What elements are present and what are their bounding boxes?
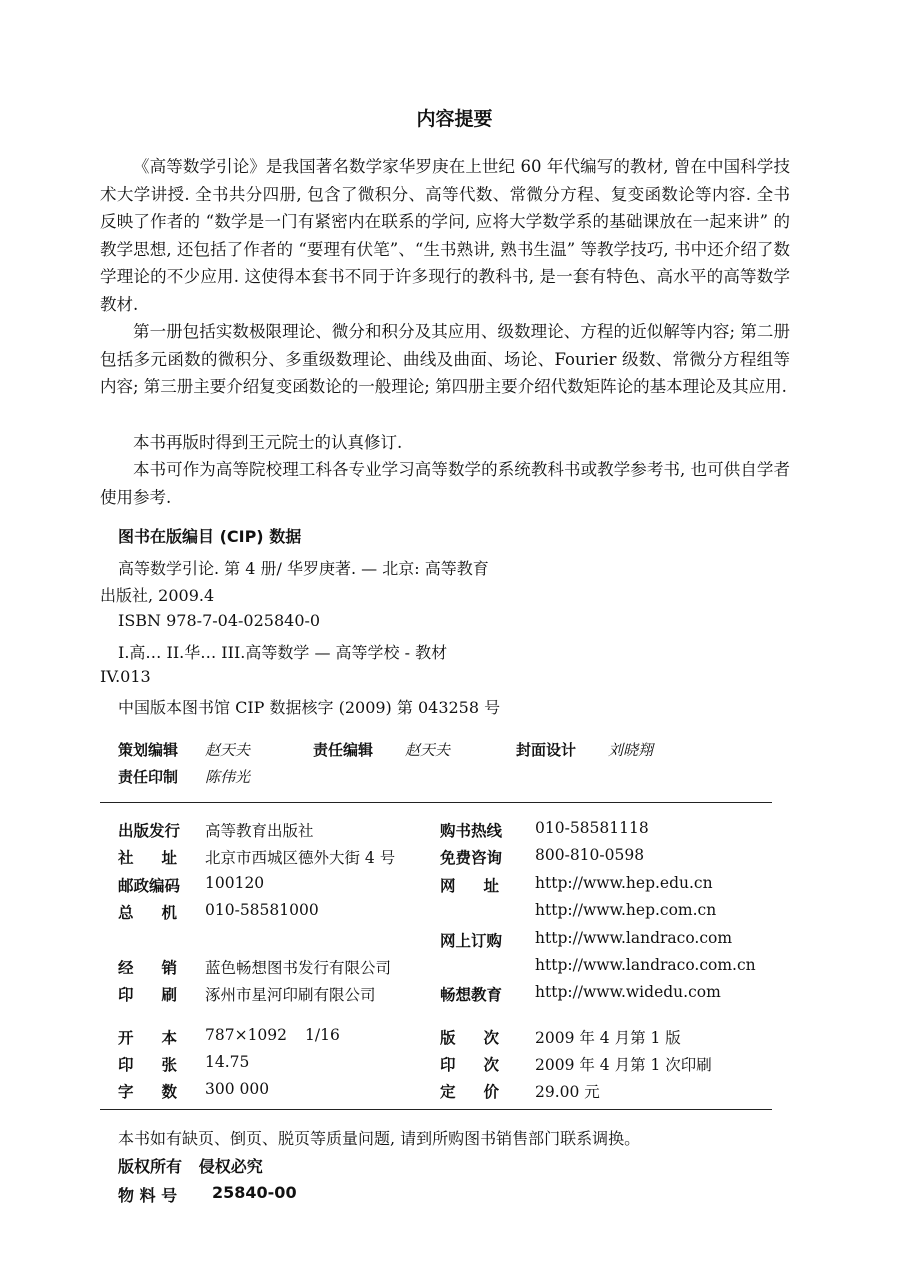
publisher-label: 出版发行	[118, 822, 181, 840]
summary-paragraph-3: 本书再版时得到王元院士的认真修订.	[133, 433, 403, 452]
consult-label: 免费咨询	[440, 849, 503, 867]
printer-label: 印刷	[118, 986, 206, 1004]
summary-paragraph-1: 《高等数学引论》是我国著名数学家华罗庚在上世纪 60 年代编写的教材, 曾在中国科学技术大学讲授. 全书共分四册, 包含了微积分、高等代数、常微分方程、复变函数论等内容. 全书反映了作者的 “数学是一门有紧密内在联系的学问, 应将大学数学系的基础课放在一起来讲” 的教学思想, 还包括了作者的 “要理有伏笔”、“生书熟讲, 熟书生温” 等教学技巧, 书中还介绍了数学理论的不少应用. 这使得本套书不同于许多现行的教科书, 是一套有特色、高水平的高等数学教材.	[100, 157, 790, 314]
cip-line-1: 高等数学引论. 第 4 册/ 华罗庚著. — 北京: 高等教育	[118, 559, 489, 578]
word-count-label: 字数	[118, 1083, 206, 1101]
printing-label: 印次	[440, 1056, 528, 1074]
cip-line-5: IV.013	[100, 667, 151, 686]
switchboard-label: 总机	[118, 904, 206, 922]
divider-bottom	[100, 1109, 772, 1110]
address-label: 社址	[118, 849, 206, 867]
material-number-label: 物 料 号	[118, 1186, 178, 1205]
price-value: 29.00 元	[535, 1083, 600, 1101]
word-count-value: 300 000	[205, 1080, 270, 1098]
print-supervisor-name: 陈伟光	[205, 768, 251, 786]
summary-paragraph-2: 第一册包括实数极限理论、微分和积分及其应用、级数理论、方程的近似解等内容; 第二册包括多元函数的微积分、多重级数理论、曲线及曲面、场论、Fourier 级数、常微分方程组等内容; 第三册主要介绍复变函数论的一般理论; 第四册主要介绍代数矩阵论的基本理论及其应用.	[100, 322, 790, 397]
consult-value: 800-810-0598	[535, 846, 645, 864]
planning-editor-label: 策划编辑	[118, 741, 179, 759]
responsible-editor-name: 赵天夫	[405, 741, 451, 759]
online-order-link-2: http://www.landraco.com.cn	[535, 956, 756, 974]
website-link-1: http://www.hep.edu.cn	[535, 874, 713, 892]
format-fraction: 1/16	[305, 1026, 340, 1044]
online-order-link-1: http://www.landraco.com	[535, 929, 733, 947]
cip-line-4: I.高… II.华… III.高等数学 — 高等学校 - 教材	[118, 643, 448, 662]
summary-paragraph-4: 本书可作为高等院校理工科各专业学习高等数学的系统教科书或教学参考书, 也可供自学者使用参考.	[100, 460, 790, 507]
publisher-value: 高等教育出版社	[205, 822, 314, 840]
address-value: 北京市西城区德外大街 4 号	[205, 849, 396, 867]
price-label: 定价	[440, 1083, 528, 1101]
edition-label: 版次	[440, 1029, 528, 1047]
cip-line-6: 中国版本图书馆 CIP 数据核字 (2009) 第 043258 号	[118, 698, 501, 717]
hotline-label: 购书热线	[440, 822, 503, 840]
postcode-value: 100120	[205, 874, 265, 892]
planning-editor-name: 赵天夫	[205, 741, 251, 759]
responsible-editor-label: 责任编辑	[313, 741, 374, 759]
distributor-value: 蓝色畅想图书发行有限公司	[205, 959, 392, 977]
sheets-label: 印张	[118, 1056, 206, 1074]
printer-value: 涿州市星河印刷有限公司	[205, 986, 376, 1004]
postcode-label: 邮政编码	[118, 877, 181, 895]
website-link-2: http://www.hep.com.cn	[535, 901, 717, 919]
changxiang-label: 畅想教育	[440, 986, 503, 1004]
quality-notice: 本书如有缺页、倒页、脱页等质量问题, 请到所购图书销售部门联系调换。	[118, 1129, 641, 1148]
page-title: 内容提要	[416, 108, 493, 130]
cip-line-2: 出版社, 2009.4	[100, 586, 215, 605]
material-number-value: 25840-00	[212, 1183, 297, 1202]
sheets-value: 14.75	[205, 1053, 250, 1071]
divider-top	[100, 802, 772, 803]
cover-designer-name: 刘晓翔	[608, 741, 654, 759]
distributor-label: 经销	[118, 959, 206, 977]
edition-value: 2009 年 4 月第 1 版	[535, 1029, 681, 1047]
cover-designer-label: 封面设计	[516, 741, 577, 759]
switchboard-value: 010-58581000	[205, 901, 319, 919]
hotline-value: 010-58581118	[535, 819, 649, 837]
cip-line-3: ISBN 978-7-04-025840-0	[118, 611, 321, 630]
printing-value: 2009 年 4 月第 1 次印刷	[535, 1056, 712, 1074]
website-label: 网址	[440, 877, 528, 895]
print-supervisor-label: 责任印制	[118, 768, 179, 786]
format-value: 787×1092	[205, 1026, 288, 1044]
online-order-label: 网上订购	[440, 932, 503, 950]
copyright-notice: 版权所有 侵权必究	[118, 1157, 263, 1176]
cip-heading: 图书在版编目 (CIP) 数据	[118, 527, 302, 546]
format-label: 开本	[118, 1029, 206, 1047]
changxiang-link: http://www.widedu.com	[535, 983, 721, 1001]
